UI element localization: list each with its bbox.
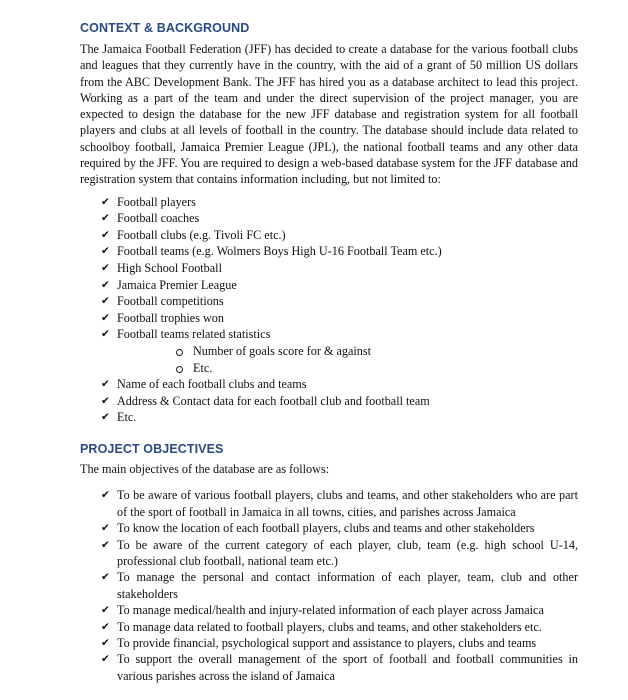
list-item bbox=[80, 409, 578, 426]
check-icon: ✔ bbox=[101, 394, 110, 407]
objective-label: To support the overall management of the sport of football and football communities in various parishes across the island of Jamaica bbox=[117, 652, 578, 683]
context-list bbox=[80, 194, 578, 426]
list-item bbox=[80, 194, 578, 211]
check-icon: ✔ bbox=[101, 620, 110, 633]
objectives-intro: The main objectives of the database are as follows: bbox=[80, 461, 330, 476]
list-item-label: Football clubs (e.g. Tivoli FC etc.) bbox=[117, 227, 286, 242]
check-icon: ✔ bbox=[101, 538, 110, 551]
check-icon: ✔ bbox=[101, 411, 110, 424]
check-icon: ✔ bbox=[101, 212, 110, 225]
check-icon: ✔ bbox=[101, 262, 110, 275]
check-icon: ✔ bbox=[101, 604, 110, 617]
context-paragraph: The Jamaica Football Federation (JFF) has decided to create a database for the various football clubs and leagues that they currently have in the country, with the aid of a grant of 50 million US dollars from the ABC Development Bank. The JFF has hired you as a database architect to lead this project. Working as a part of the team and under the direct supervision of the project manager, you are expected to design the database for the new JFF database and registration system for all football players and clubs at all levels of football in the country. The database should include data related to schoolboy football, Jamaica Premier League (JPL), the national football teams and any other data required by the JFF. You are required to design a web-based database system for the JFF database and registration system that contains information including, but not limited to: bbox=[80, 42, 578, 187]
check-icon: ✔ bbox=[101, 571, 110, 584]
check-icon: ✔ bbox=[101, 522, 110, 535]
list-item bbox=[80, 260, 578, 277]
list-item-label: Football coaches bbox=[117, 211, 200, 226]
list-item-label: Etc. bbox=[117, 410, 137, 425]
objective-item bbox=[80, 619, 578, 635]
objective-item bbox=[80, 602, 578, 618]
check-icon: ✔ bbox=[101, 228, 110, 241]
list-item bbox=[80, 326, 578, 376]
check-icon: ✔ bbox=[101, 295, 110, 308]
list-item-label: Football trophies won bbox=[117, 310, 224, 325]
list-item bbox=[80, 393, 578, 410]
circle-bullet-icon bbox=[176, 366, 183, 373]
objective-item bbox=[80, 569, 578, 602]
check-icon: ✔ bbox=[101, 195, 110, 208]
objective-item bbox=[80, 520, 578, 536]
check-icon: ✔ bbox=[101, 636, 110, 649]
objective-item bbox=[80, 651, 578, 684]
objectives-heading: PROJECT OBJECTIVES bbox=[80, 441, 224, 456]
sub-list bbox=[117, 343, 578, 376]
check-icon: ✔ bbox=[101, 245, 110, 258]
list-item-label: Football players bbox=[117, 194, 196, 209]
check-icon: ✔ bbox=[101, 378, 110, 391]
objective-label: To be aware of various football players, clubs and teams, and other stakeholders who are part of the sport of football in Jamaica in all towns, cities, and parishes across Jamaica bbox=[117, 488, 578, 519]
sub-list-item-label: Number of goals score for & against bbox=[193, 344, 372, 359]
list-item-label: Football competitions bbox=[117, 294, 224, 309]
objective-label: To manage the personal and contact information of each player, team, club and other stakeholders bbox=[117, 570, 578, 601]
check-icon: ✔ bbox=[101, 311, 110, 324]
list-item-label: Jamaica Premier League bbox=[117, 277, 237, 292]
list-item-label: Name of each football clubs and teams bbox=[117, 377, 307, 392]
list-item bbox=[80, 210, 578, 227]
objective-label: To know the location of each football players, clubs and teams and other stakeholders bbox=[117, 521, 535, 536]
list-item-label: Football teams related statistics bbox=[117, 327, 271, 342]
objective-label: To provide financial, psychological support and assistance to players, clubs and teams bbox=[117, 635, 537, 650]
objective-item bbox=[80, 487, 578, 520]
list-item-label: High School Football bbox=[117, 261, 222, 276]
objective-label: To manage medical/health and injury-related information of each player across Jamaica bbox=[117, 603, 544, 618]
sub-list-item-label: Etc. bbox=[193, 360, 213, 375]
sub-list-item bbox=[117, 360, 578, 377]
check-icon: ✔ bbox=[101, 328, 110, 341]
check-icon: ✔ bbox=[101, 653, 110, 666]
circle-bullet-icon bbox=[176, 349, 183, 356]
list-item bbox=[80, 293, 578, 310]
list-item-label: Address & Contact data for each football club and football team bbox=[117, 393, 430, 408]
objectives-list bbox=[80, 487, 578, 684]
list-item bbox=[80, 310, 578, 327]
check-icon: ✔ bbox=[101, 489, 110, 502]
list-item bbox=[80, 277, 578, 294]
context-heading: CONTEXT & BACKGROUND bbox=[80, 21, 250, 35]
list-item bbox=[80, 376, 578, 393]
objective-label: To be aware of the current category of each player, club, team (e.g. high school U-14, professional club football, national team etc.) bbox=[117, 537, 578, 568]
list-item bbox=[80, 227, 578, 244]
objective-item bbox=[80, 537, 578, 570]
objective-item bbox=[80, 635, 578, 651]
sub-list-item bbox=[117, 343, 578, 360]
list-item-label: Football teams (e.g. Wolmers Boys High U-16 Football Team etc.) bbox=[117, 244, 442, 259]
objective-label: To manage data related to football players, clubs and teams, and other stakeholders etc. bbox=[117, 619, 542, 634]
list-item bbox=[80, 243, 578, 260]
check-icon: ✔ bbox=[101, 278, 110, 291]
